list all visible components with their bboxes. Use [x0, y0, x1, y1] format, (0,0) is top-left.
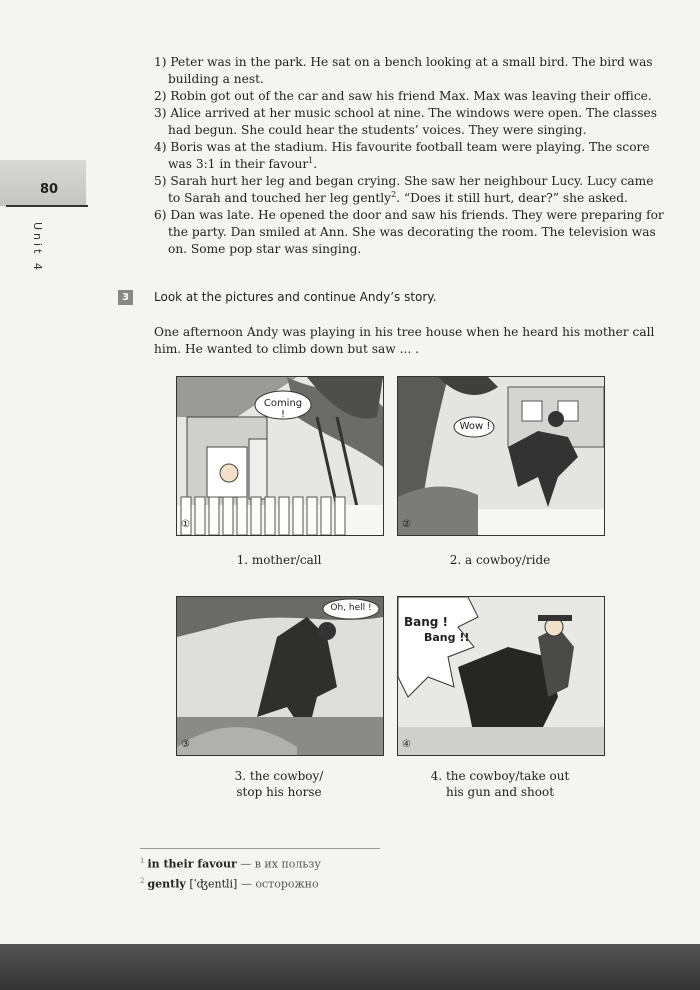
unit-label: Unit 4	[31, 222, 44, 273]
footnote-transcription: [ˈʤentli]	[189, 877, 238, 891]
footnote-term: gently	[147, 877, 186, 891]
footnote-term: in their favour	[147, 857, 237, 871]
footnote-translation: — в их пользу	[240, 857, 321, 871]
footnote-mark: 2	[140, 876, 145, 885]
speech-bubble: Oh, hell !	[330, 603, 372, 613]
panel-number: ②	[402, 519, 411, 530]
sentence-text: 3) Alice arrived at her music school at nine. The windows were open. The classes had begun. She could hear the students’ voices. They were singing.	[154, 106, 657, 137]
comic-panel-2	[397, 376, 605, 536]
sentence-text: .	[313, 157, 318, 171]
caption-line: his gun and shoot	[445, 785, 555, 799]
story-start: One afternoon Andy was playing in his tree house when he heard his mother call him. He wanted to climb down but saw ... .	[154, 325, 655, 356]
page-number: 80	[40, 182, 59, 197]
sentence-item	[154, 207, 666, 258]
panel-caption-3	[176, 768, 382, 800]
panel-caption-2	[397, 552, 603, 568]
panel-illustration	[398, 377, 604, 535]
footnote-ref: 1	[308, 155, 314, 165]
sentence-text: . “Does it still hurt, dear?” she asked.	[396, 191, 628, 205]
panel-number: ①	[181, 519, 190, 530]
comic-panel-3	[176, 596, 384, 756]
sentence-item	[154, 88, 666, 105]
comic-panel-1	[176, 376, 384, 536]
footnote-translation: — осторожно	[240, 877, 319, 891]
caption-line: 2. a cowboy/ride	[449, 553, 551, 567]
footnote-2	[140, 873, 380, 893]
sentence-text: 6) Dan was late. He opened the door and saw his friends. They were preparing for the party. Dan smiled at Ann. She was decorating the room. The television was on. Some pop star was singing.	[154, 208, 664, 256]
exercise-instruction: Look at the pictures and continue Andy’s story.	[154, 290, 437, 304]
panel-illustration	[177, 597, 383, 755]
sentence-text: 5) Sarah hurt her leg and began crying. She saw her neighbour Lucy. Lucy came to Sarah and touched her leg gently	[154, 174, 654, 205]
page-bottom-edge	[0, 944, 700, 990]
speech-bubble: Coming !	[263, 398, 303, 420]
comic-panel-4	[397, 596, 605, 756]
panel-number: ③	[181, 739, 190, 750]
numbered-sentences	[154, 54, 666, 258]
sentence-text: 2) Robin got out of the car and saw his friend Max. Max was leaving their office.	[154, 89, 652, 103]
speech-bubble: Wow !	[459, 421, 491, 432]
footnotes	[140, 848, 380, 892]
footnote-ref: 2	[391, 189, 397, 199]
exercise-number: 3	[118, 290, 133, 305]
footnote-mark: 1	[140, 857, 145, 865]
sentence-text: 1) Peter was in the park. He sat on a bench looking at a small bird. The bird was building a nest.	[154, 55, 653, 86]
sentence-item	[154, 173, 666, 207]
panel-caption-4	[397, 768, 603, 800]
tab-divider	[6, 205, 88, 207]
sentence-text: 4) Boris was at the stadium. His favourite football team were playing. The score was 3:1 in their favour	[154, 140, 650, 171]
panel-caption-1	[176, 552, 382, 568]
caption-line: 3. the cowboy/	[234, 769, 324, 783]
sentence-item	[154, 105, 666, 139]
sentence-item	[154, 54, 666, 88]
sentence-item	[154, 139, 666, 173]
bang-sound-2: Bang !!	[424, 631, 470, 644]
caption-line: 4. the cowboy/take out	[430, 769, 570, 783]
caption-line: 1. mother/call	[236, 553, 322, 567]
footnote-1	[140, 853, 380, 873]
panel-number: ④	[402, 739, 411, 750]
bang-sound-1: Bang !	[404, 615, 449, 629]
caption-line: stop his horse	[236, 785, 322, 799]
